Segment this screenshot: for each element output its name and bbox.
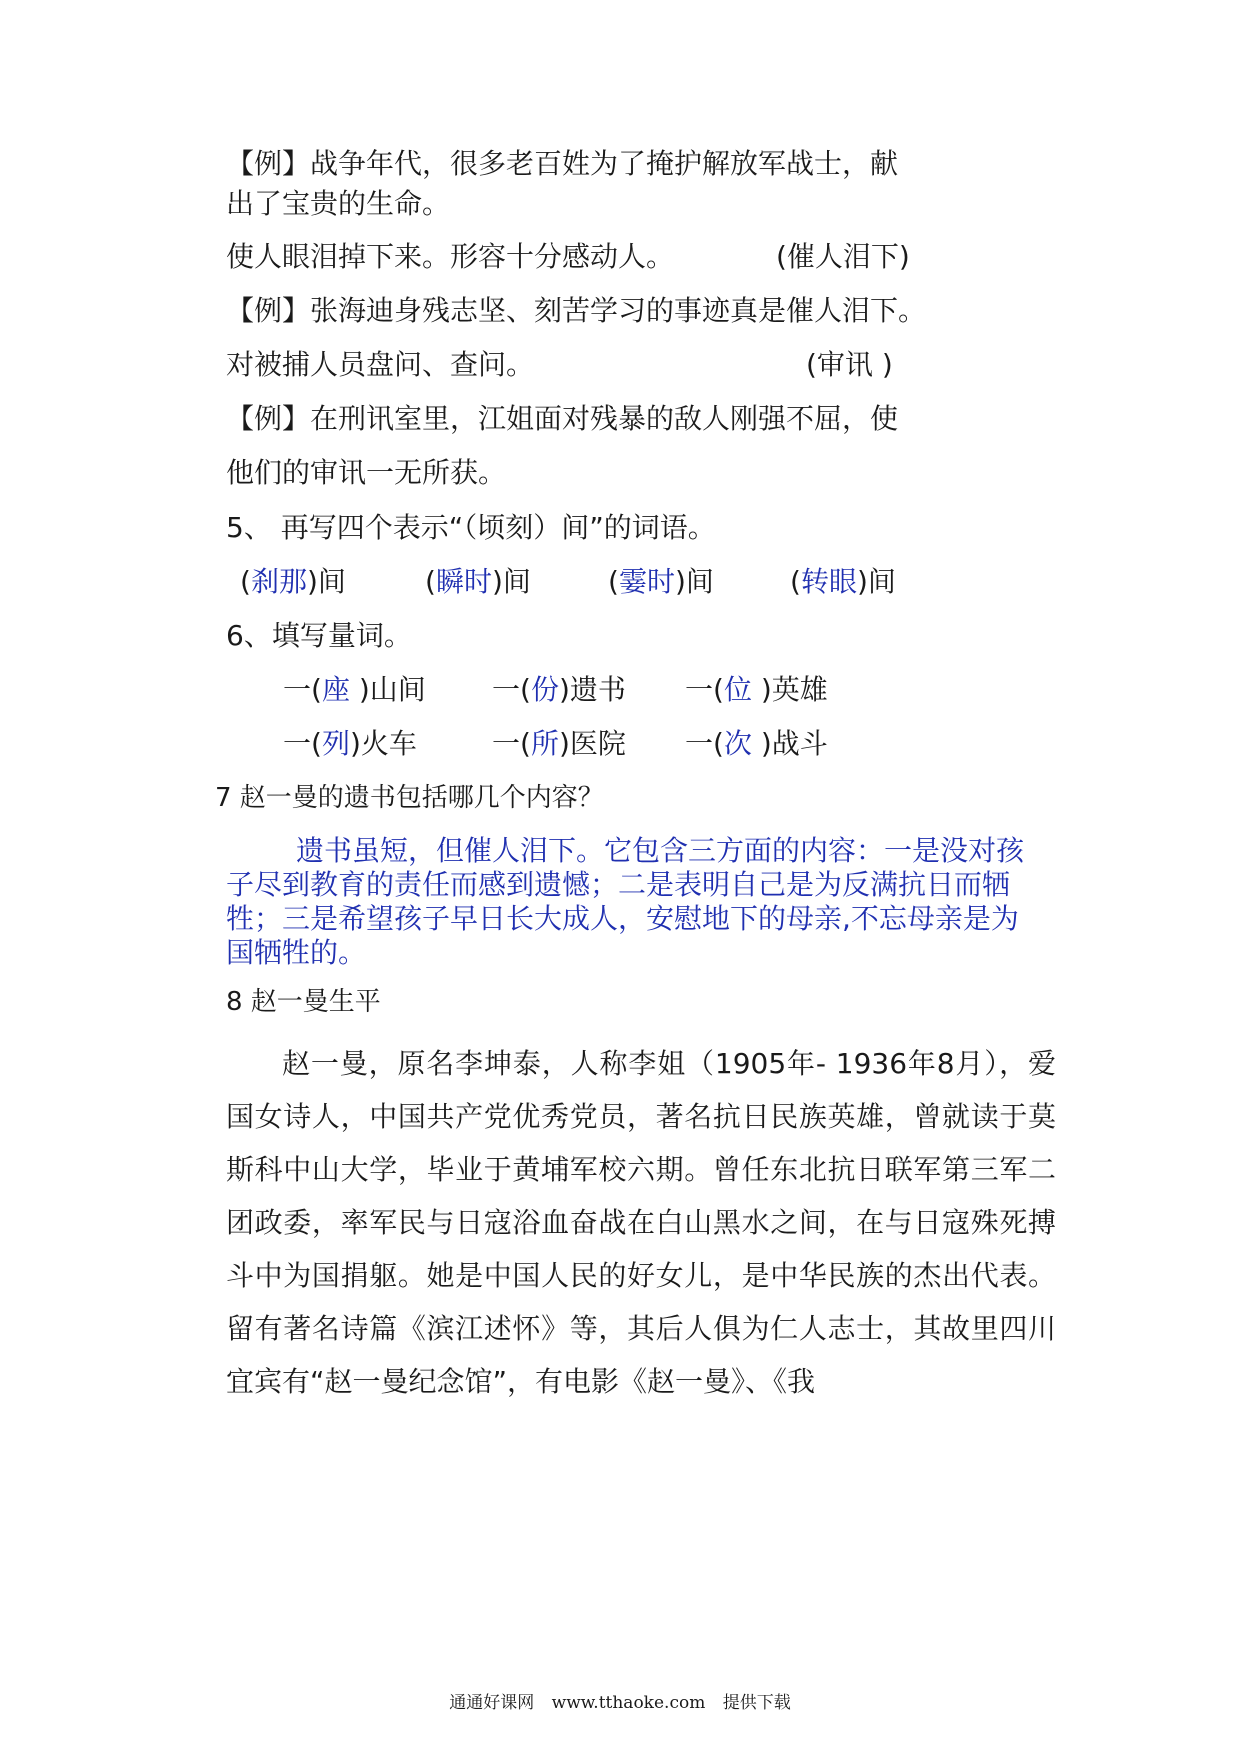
q5-answer-2: (瞬时)间	[425, 565, 531, 598]
example-line-4: 【例】在刑讯室里，江姐面对残暴的敌人刚强不屈，使	[226, 402, 899, 435]
footer-site: 通通好课网	[449, 1693, 535, 1713]
footer-note: 提供下载	[722, 1693, 791, 1713]
example-line-3: 【例】张海迪身残志坚、刻苦学习的事迹真是催人泪下。	[226, 294, 927, 327]
q6-item: 一(列)火车	[283, 727, 417, 760]
biography-paragraph: 赵一曼，原名李坤泰，人称李姐（1905年- 1936年8月），爱国女诗人，中国共产党优秀党员，著名抗日民族英雄，曾就读于莫斯科中山大学，毕业于黄埔军校六期。曾任东北抗日联军第三军二团政委，率军民与日寇浴血奋战在白山黑水之间，在与日寇殊死搏斗中为国捐躯。她是中国人民的好女儿，是中华民族的杰出代表。留有著名诗篇《滨江述怀》等，其后人俱为仁人志士，其故里四川宜宾有“赵一曼纪念馆”，有电影《赵一曼》、《我	[226, 1047, 1056, 1398]
question-5: 5、 再写四个表示“（顷刻）间”的词语。	[226, 511, 716, 544]
q5-answer-1: (刹那)间	[240, 565, 346, 598]
q6-item: 一(位 )英雄	[685, 673, 828, 706]
definition-word: (催人泪下)	[776, 240, 910, 273]
example-line-5: 他们的审讯一无所获。	[226, 456, 507, 489]
q6-item: 一(份)遗书	[492, 673, 626, 706]
definition-text: 使人眼泪掉下来。形容十分感动人。	[226, 240, 675, 273]
q5-answer-4: (转眼)间	[790, 565, 896, 598]
page-footer	[0, 1688, 1240, 1713]
q6-item: 一(座 )山间	[283, 673, 426, 706]
definition-text: 对被捕人员盘问、查问。	[226, 348, 535, 381]
question-7: 7 赵一曼的遗书包括哪几个内容？	[215, 783, 604, 813]
example-line-1: 【例】战争年代，很多老百姓为了掩护解放军战士，献	[226, 147, 899, 180]
footer-url[interactable]: www.tthaoke.com	[551, 1693, 706, 1713]
q6-item: 一(所)医院	[492, 727, 626, 760]
definition-word: (审讯 )	[806, 348, 893, 381]
q7-answer: 遗书虽短，但催人泪下。它包含三方面的内容：一是没对孩子尽到教育的责任而感到遗憾；二是表明自己是为反满抗日而牺牲；三是希望孩子早日长大成人，安慰地下的母亲,不忘母亲是为国牺牲的。	[226, 834, 1025, 969]
question-6: 6、填写量词。	[226, 619, 412, 652]
question-8: 8 赵一曼生平	[226, 987, 381, 1017]
q5-answer-3: (霎时)间	[608, 565, 714, 598]
definition-line-shenxun	[226, 345, 893, 385]
example-line-2: 出了宝贵的生命。	[226, 187, 451, 220]
q6-item: 一(次 )战斗	[685, 727, 828, 760]
definition-line-cuirenleixia	[226, 237, 910, 277]
